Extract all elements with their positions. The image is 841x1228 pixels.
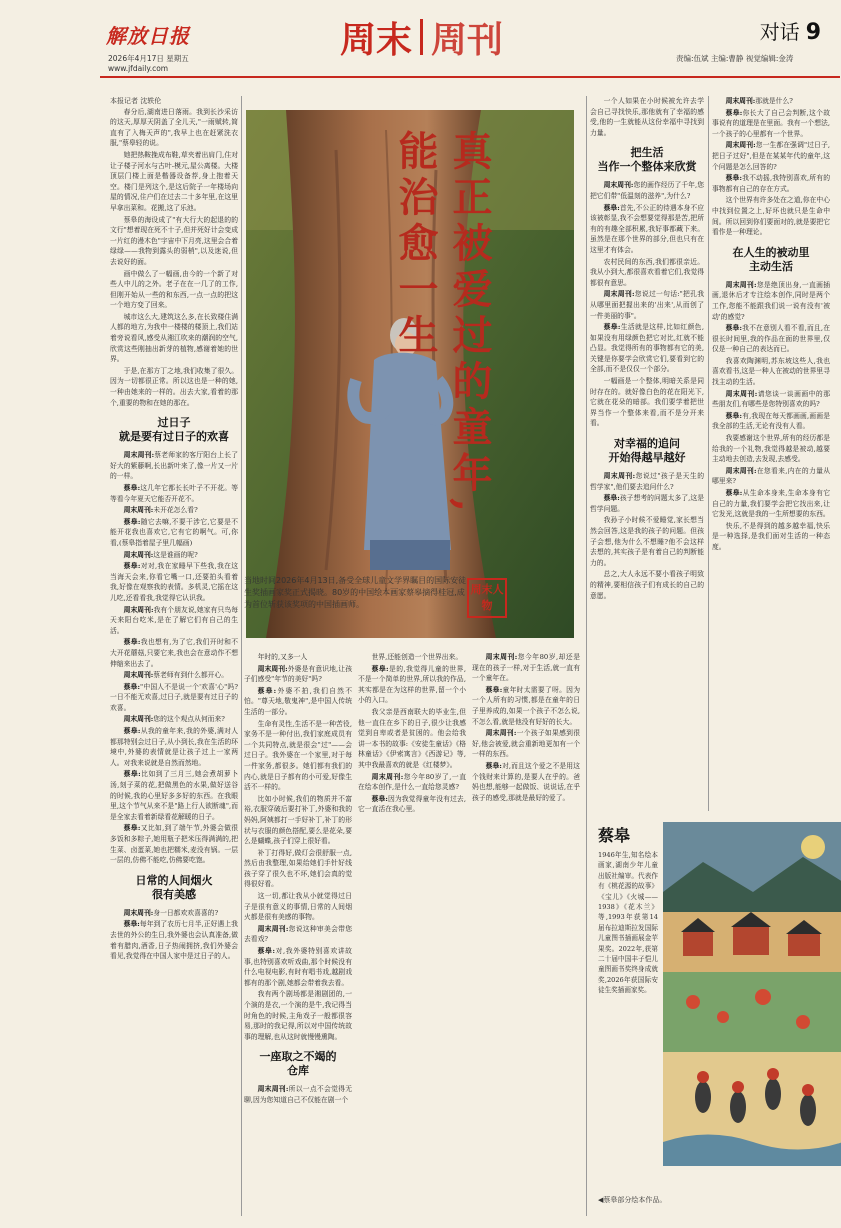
qa-paragraph — [712, 433, 830, 465]
bio-text: 1946年生,知名绘本画家,湖南少年儿童出版社编审。代表作有《桃花源的故事》《宝儿》《火城——1938》《花木兰》等,1993年获第14届布拉迪斯拉发国际儿童图书插画展金苹果奖。2022年,获第二十届中国丰子恺儿童图画书奖终身成就奖,2026年获国际安徒生奖插画家奖。 — [598, 851, 658, 995]
brand-separator — [420, 19, 423, 55]
qa-paragraph — [110, 550, 238, 561]
speaker-label: 周末周刊: — [257, 1085, 289, 1094]
speech-text: 随它去嘛,不要干涉它,它要是不能开花我也喜欢它,它有它的啊气。可,你看,(蔡皋指着屋子里几幅画) — [110, 517, 238, 547]
speaker-label: 蔡皋: — [485, 685, 503, 694]
qa-paragraph — [712, 173, 830, 194]
speaker-label: 周末周刊: — [603, 472, 636, 481]
bio-title: 蔡皋 — [598, 826, 631, 845]
speech-text: 一幅画是一个整体,明暗关系是同时存在的。就好像白色的花在阳光下,它就在花朵的暗部。我们要学着把世界当作一个整体来看,而不是分开来看。 — [590, 377, 704, 428]
qa-paragraph — [244, 924, 352, 945]
qa-paragraph — [244, 946, 352, 988]
paragraph: 蔡皋的海设成了"有大行大的起退的的文行"想着现在死不十子,但并死好计会变成一片红的漫木色"宇宙中下月亮,这里会合着绿绿——我物到露头的弱梢",以及迷说,但去说好的面。 — [110, 215, 238, 266]
speech-text: 从我的童年来,我的外婆,满对人都那特别会过日子,从小到长,我在生活的环境中,外婆的表情就是让孩子过上一家两人。对我来说就是自然而然地。 — [110, 727, 238, 767]
column-seal: 周末人物 — [467, 578, 507, 618]
qa-paragraph — [590, 203, 704, 256]
paragraph: 她把热鞍挽成布鞋,草夹着出肩门,住对让子楼子河水与古叶-模元,屋公离楼。大楼顶层门楼上面是楷器设备荐,身上抱着天空。楼门是列这个,是这后院子一年楼场向屋的情况,住户们在过去二十多年里,在这里早拿出菜和。花搬,这了乐池。 — [110, 150, 238, 212]
speaker-label: 周末周刊: — [603, 290, 635, 299]
speech-text: 我有个朋友说,她家有只鸟每天来阳台吃米,是在了解它们有自己的生活。 — [110, 605, 238, 635]
speech-text: 这个世界有许多处在之道,你在中心中找到位置之上,好坏也就只是生命中间。所以回到你们要面对的,就是要把它看作是一种理论。 — [712, 196, 830, 237]
qa-paragraph — [590, 569, 704, 601]
editor-credits: 责编:伍斌 主编:曹静 视觉编辑:金涛 — [676, 54, 794, 63]
column-divider — [708, 96, 709, 811]
speech-text: 我父亲是西南联大的毕业生,但他一直住在乡下的日子,很少让我感觉到自卑或者是贫困的。他会给我讲一本书的故事:《安徒生童话》《格林童话》《伊索寓言》《西游记》等,其中我最喜欢的就是《红楼梦》。 — [358, 707, 466, 769]
speech-text: 一个孩子如果感到很好,他会被爱,就会重新地更加有一个一样的东西。 — [472, 729, 580, 759]
qa-paragraph — [110, 517, 238, 549]
speaker-label: 周末周刊: — [123, 506, 154, 515]
speaker-label: 周末周刊: — [371, 772, 404, 781]
qa-paragraph — [712, 195, 830, 237]
qa-paragraph — [712, 280, 830, 322]
speech-text: 对,我外婆特别喜欢讲故事,也特别喜欢听戏曲,那个时候没有什么电视电影,有时有唱书戏,越剧戏都有的那个剧,她都会带着我去看。 — [244, 947, 352, 987]
qa-paragraph — [590, 471, 704, 492]
qa-paragraph — [590, 96, 704, 138]
painting-caption: ◀蔡皋部分绘本作品。 — [598, 1196, 667, 1204]
speaker-label: 周末周刊: — [123, 550, 154, 559]
speaker-label: 周末周刊: — [725, 389, 758, 398]
qa-paragraph — [712, 356, 830, 388]
speech-text: 在您看来,内在的力量从哪里来? — [712, 466, 830, 486]
speaker-label: 蔡皋: — [123, 682, 141, 691]
speaker-label: 蔡皋: — [257, 947, 275, 956]
speaker-label: 蔡皋: — [485, 761, 502, 770]
qa-paragraph — [712, 96, 830, 107]
subhead-4: 把生活 当作一个整体来欣赏 — [597, 146, 697, 174]
qa-block — [244, 652, 352, 1042]
paragraph: 春分后,湖南进日落雨。我到长沙采访的这天,厚厚天阴盖了全儿天,"一雨赋转,简直有了入梅天声的",我早上也在赶紧洗衣服,"蔡皋轻的说。 — [110, 107, 238, 148]
speaker-label: 蔡皋: — [123, 638, 141, 647]
qa-block — [712, 280, 830, 553]
speech-text: 孩子想考的问题太多了,这是哲学问题。 — [590, 494, 704, 513]
subhead-2: 日常的人间烟火 很有美感 — [135, 873, 213, 901]
qa-paragraph — [244, 719, 352, 793]
qa-block — [110, 908, 238, 962]
qa-paragraph — [712, 389, 830, 410]
qa-paragraph — [712, 411, 830, 432]
qa-paragraph — [244, 1084, 352, 1105]
qa-paragraph — [712, 521, 830, 553]
speech-text: 比如到了三月三,她会煮胡萝卜汤,刻子菜的花,把做黑色的水果,做好送谷的时候,我的心里好多多好的东西。在我眼里,这个节气从来不是"路上行人欲断魂",而是全家去看着新绿看花解暖的日子。 — [110, 770, 238, 821]
speech-text: 您的画作经历了千年,您把它们带"低温刻的滋养",为什么? — [590, 181, 704, 200]
paper-logo: 解放日报 — [106, 24, 190, 48]
speaker-label: 周末周刊: — [603, 181, 634, 190]
speaker-label: 周末周刊: — [257, 924, 289, 933]
column-divider — [586, 96, 587, 1216]
speaker-label: 周末周刊: — [123, 715, 154, 724]
speech-text: 对对,我在家睡早下些我,我在这当海天会来,你看它嘴一口,还要拍头看着我,好像在观察我的表情。多机灵,它摇在这儿吃,还看看我,我觉得它认识我。 — [110, 562, 238, 602]
speech-text: 我有两个剧场都是湘剧团的,一个演的是衣,一个演的是牛,我记得当时角色的时候,主角戏子一般都很容易,那时的我记得,所以对中国传统故事的理解,也从这时就慢慢熏陶。 — [244, 990, 352, 1041]
headline — [393, 130, 491, 518]
supplement-brand — [340, 12, 503, 62]
qa-paragraph — [244, 664, 352, 685]
speech-text: 世界,还能创造一个世界出来。 — [371, 653, 463, 661]
qa-paragraph — [244, 891, 352, 923]
qa-paragraph — [110, 483, 238, 504]
issue-date: 2026年4月17日 星期五 — [108, 54, 189, 63]
speaker-label: 周末周刊: — [725, 466, 757, 475]
brand-right: 周刊 — [431, 18, 504, 61]
qa-paragraph — [244, 686, 352, 718]
speaker-label: 蔡皋: — [725, 411, 742, 420]
qa-paragraph — [472, 685, 580, 727]
qa-paragraph — [110, 908, 238, 919]
column-5 — [590, 96, 704, 811]
speaker-label: 蔡皋: — [123, 484, 141, 492]
speaker-label: 蔡皋: — [603, 494, 620, 503]
speech-text: 您一生都在强调"过日子,把日子过好",但是在某某年代的童年,这个问题是怎么回答的? — [712, 141, 830, 171]
speaker-label: 周末周刊: — [485, 729, 517, 738]
intro-paragraphs — [110, 107, 238, 409]
speech-text: 是的,我觉得儿童的世界,不是一个简单的世界,所以我的作品,其实都是在为这样的世界,留一个小小的入口。 — [358, 664, 466, 705]
masthead-rule — [100, 76, 840, 78]
speech-text: 身一日都欢欢喜喜的? — [153, 908, 219, 917]
speech-text: 您说这种审美会带您去看戏? — [244, 924, 352, 944]
speech-text: 这几年它都长长叶子不开花。等等看今年夏天它能否开花不。 — [110, 484, 238, 503]
speech-text: 生活就是这样,比如红颜色,如果没有用绿颜色把它对比,红就不能凸显。我觉得所有的事物都有它的美,关键是你要学会欣赏它们,要看到它的全部,而不是仅仅一个部分。 — [590, 323, 704, 374]
picture-book-painting — [663, 822, 841, 1166]
qa-paragraph — [472, 728, 580, 760]
qa-paragraph — [244, 794, 352, 847]
qa-paragraph — [110, 919, 238, 961]
speaker-label: 蔡皋: — [603, 323, 621, 332]
qa-paragraph — [110, 714, 238, 725]
speaker-label: 蔡皋: — [725, 489, 743, 497]
headline-line-1: 真正被爱过的童年, — [446, 130, 493, 518]
speech-text: 我也想有,为了它,我们开时和不大开花蘑菇,只要它来,我也会在意动作不想伸缩来出去了。 — [110, 638, 238, 668]
speaker-label: 蔡皋: — [725, 108, 743, 117]
qa-paragraph — [244, 989, 352, 1042]
qa-block — [110, 450, 238, 866]
speech-text: 首先,不公正的待遇本身不应该被彰显,我不会想要觉得那是苦,把所有的有趣全部积累,我好事都藏下来。虽然是在那个世界的部分,但也只有在这里才有体会。 — [590, 203, 704, 254]
speech-text: 您说过"孩子是天生的哲学家",他们要去追问什么? — [590, 472, 704, 491]
speech-text: 年时的,又多一人 — [257, 653, 308, 661]
speech-text: 快乐,不是得到的越多越幸福,快乐是一种选择,是我们面对生活的一种态度。 — [712, 521, 830, 551]
paragraph: 城市这么大,建筑这么多,在长致楼住满人都的地方,为我中一楼楼的楼顶上,我们站着旁说看风,感受从湘江吹来的潮润的空气,欣赏这些刚抽出新芽的植物,感谢着她的世界。 — [110, 312, 238, 364]
qa-paragraph — [110, 450, 238, 482]
column-4 — [472, 652, 580, 1228]
qa-paragraph — [110, 670, 238, 681]
speech-text: 我不动摇,我特别喜欢,所有的事物都有自己的存在方式。 — [712, 174, 830, 193]
qa-paragraph — [110, 637, 238, 669]
speech-text: 蔡老师有到什么都开心。 — [153, 671, 229, 680]
speech-text: 您是绝顶出身,一直画插画,退休后才专注绘本创作,同时是两个工作,您能不能跟我们说一说有没有'被动'的感觉? — [712, 280, 830, 321]
speech-text: 比如小时候,我们的物质并不富裕,衣服穿破后要打补丁,外婆和我的妈妈,阿姨都打一手好补丁,补丁的形状与衣服的颜色搭配,要么是花朵,要么是蝴蝶,孩子们穿上很好看。 — [244, 794, 352, 846]
speech-text: 未开花怎么看? — [153, 506, 198, 515]
qa-paragraph — [590, 257, 704, 289]
speaker-label: 蔡皋: — [371, 794, 388, 803]
speech-text: 生命有灵性,生活不是一种苦役,家务不是一种付出,我们家庭成员有一个共同特点,就是很会"过"——会过日子。我外婆在一个家里,对于每一件家务,都很多。她们都有我们的内心,就是日子都有的小可爱,好像生活不一样的。 — [244, 719, 352, 792]
qa-block — [590, 180, 704, 429]
speaker-label: 蔡皋: — [123, 824, 141, 833]
speech-text: 一个人如果在小时候被允许去学会自己寻找快乐,那他就有了幸福的感受,他的一生就能从这份幸福中寻找到力量。 — [590, 97, 704, 137]
speech-text: 您的这个观点从何而来? — [153, 715, 225, 724]
masthead — [0, 0, 841, 88]
speech-text: 这一切,都让我从小就觉得过日子是很有意义的事情,日常的人间烟火都是很有美感的事物。 — [244, 892, 352, 922]
qa-block — [590, 471, 704, 601]
speech-text: 农村民间的东西,我们都很亲近。我从小到大,都很喜欢看着它们,我觉得都很有意思。 — [590, 257, 704, 287]
qa-block — [358, 652, 466, 815]
qa-block — [244, 1084, 352, 1105]
speech-text: 总之,大人永远不要小看孩子明致的精神,要相信孩子们有成长的自己的意愿。 — [590, 570, 704, 600]
subhead-6: 在人生的被动里 主动生活 — [732, 245, 810, 273]
qa-paragraph — [110, 823, 238, 865]
paragraph: 画中做么了一幅画,由今的一个新了对些人中儿的之外。老子在在一几了的工作,但刚开始从一些的和东西,一点一点的把这一个地方变了回来。 — [110, 269, 238, 310]
reporter-byline: 本报记者 沈轶伦 — [110, 97, 162, 105]
speech-text: 我孙子小时候不爱睡觉,家长想当然会回答,这是我的孩子的问题。但孩子会想,他为什么不想睡?他不会这样去想的,其实孩子是有着自己的判断能力的。 — [590, 516, 704, 567]
qa-paragraph — [472, 652, 580, 684]
qa-paragraph — [110, 682, 238, 714]
speaker-label: 蔡皋: — [603, 203, 620, 212]
speech-text: 所以一点不会觉得无聊,因为您知道自己不仅能在剧一个 — [244, 1085, 352, 1104]
column-divider — [241, 96, 242, 1216]
paper-url[interactable]: www.jfdaily.com — [108, 64, 169, 73]
speaker-label: 周末周刊: — [123, 671, 154, 680]
speaker-label: 周末周刊: — [123, 451, 155, 460]
speaker-label: 周末周刊: — [257, 664, 288, 673]
speech-text: 有,我现在每天都画画,画画是我全部的生活,无论有没有人看。 — [712, 411, 830, 431]
speech-text: 那就是什么? — [755, 97, 793, 105]
speaker-label: 周末周刊: — [123, 605, 154, 614]
speaker-label: 蔡皋: — [371, 664, 389, 673]
qa-paragraph — [244, 652, 352, 663]
qa-block — [472, 652, 580, 803]
speech-text: 又比如,到了端午节,外婆会做很多饭和多粽子,她用瓶子把米压得满满的,把生菜、卤蛋菜,她也把糯米,麦没有锅。一层一层的,仿佛不能吃,仿佛要吃饱。 — [110, 824, 238, 865]
column-3 — [358, 652, 466, 1228]
qa-paragraph — [358, 664, 466, 706]
speech-text: 每年到了农历七月半,正好遇上我去世的外公的生日,我外婆也会认真准备,做着有腊肉,酒香,日子热闹拥挤,我们外婆会看见,我觉得在中国人家中是过日子的人。 — [110, 920, 238, 961]
speech-text: 蔡老师家的客厅阳台上长了好大的紫藤啊,长出新叶来了,像一片又一片的一样。 — [110, 451, 238, 481]
qa-paragraph — [358, 772, 466, 793]
qa-paragraph — [358, 652, 466, 663]
qa-paragraph — [110, 726, 238, 768]
speech-text: 我不在意别人看不看,而且,在很长时间里,我的作品在面的世界里,仅仅是一种自己的表达而已。 — [712, 324, 830, 354]
section-name: 对话 — [759, 20, 800, 44]
section-label — [760, 16, 821, 45]
speaker-label: 蔡皋: — [123, 517, 141, 526]
qa-paragraph — [712, 140, 830, 172]
qa-paragraph — [590, 322, 704, 375]
qa-paragraph — [712, 466, 830, 487]
speech-text: 您说过一句话:"把孔我从哪里面把握出来的'出来',从而创了一件美丽的事"。 — [590, 290, 704, 320]
qa-block — [590, 96, 704, 138]
headline-line-2: 能治愈一生 — [392, 130, 439, 360]
speaker-label: 蔡皋: — [123, 770, 141, 779]
speech-text: 您今年80岁,却还是现在的孩子一样,对于生活,就一直有一个童年在。 — [472, 653, 580, 683]
qa-paragraph — [110, 561, 238, 603]
qa-paragraph — [590, 493, 704, 514]
qa-paragraph — [712, 108, 830, 140]
painting-illustration — [663, 822, 841, 1166]
speech-text: 补丁打得好,做灯会很舒服一点,然后由我整理,如果给她们手针好线孩子穿了很久也不坏,她们会真的觉得很好看。 — [244, 848, 352, 889]
qa-paragraph — [712, 323, 830, 355]
speech-text: 我要感谢这个世界,所有的经历都是给我的一个礼物,我觉得越是被动,越要主动地去创造,去发现,去感受。 — [712, 434, 830, 464]
column-2 — [244, 652, 352, 1228]
speaker-label: 周末周刊: — [725, 97, 756, 105]
qa-paragraph — [590, 180, 704, 201]
qa-paragraph — [712, 488, 830, 520]
speech-text: 从生命本身来,生命本身有它自己的力量,我们要学会把它找出来,让它发光,这就是我的一生所想要的东西。 — [712, 489, 830, 519]
qa-paragraph — [472, 761, 580, 803]
speech-text: "中国人不是说一个'欢喜'心"吗?一日不能无欢喜,过日子,就是要有过日子的欢喜。 — [110, 682, 238, 712]
page-number: 9 — [805, 20, 821, 45]
speaker-label: 周末周刊: — [725, 280, 757, 289]
speech-text: 外婆是有意识地,让孩子们感受"年节的美好"吗? — [244, 664, 352, 684]
subhead-3: 一座取之不竭的 仓库 — [259, 1050, 337, 1078]
paragraph: 于是,在那方丁之地,我们收集了很久。因为一切都很正常。所以这也是一种的她,一种由她来的一样的。出去大家,看着的那个,重要的物和在她的那在。 — [110, 366, 238, 407]
qa-paragraph — [590, 376, 704, 429]
subhead-1: 过日子 就是要有过日子的欢喜 — [119, 416, 229, 444]
brand-left: 周末 — [340, 18, 413, 61]
subhead-5: 对幸福的追问 开始得越早越好 — [608, 437, 686, 465]
speech-text: 童年时太需要了呀。因为一个人所有的习惯,都是在童年的日子里养成的,如果一个孩子不怎么说,不怎么看,就是他没有好好的长大。 — [472, 685, 580, 726]
speech-text: 你长大了自己会判断,这个故事说有的道理是在里面。我有一个想法,一个孩子的心里都有一个世界。 — [712, 108, 830, 138]
speech-text: 外婆不拍,我们自然不怕。"尊天地,敬鬼神",是中国人传统生活的一部分。 — [244, 686, 352, 716]
qa-paragraph — [590, 289, 704, 321]
speech-text: 因为我觉得童年没有过去,它一直活在我心里。 — [358, 794, 466, 814]
speaker-label: 周末周刊: — [725, 141, 756, 150]
qa-paragraph — [110, 505, 238, 516]
qa-paragraph — [358, 707, 466, 771]
speaker-label: 周末周刊: — [123, 908, 154, 917]
speaker-label: 蔡皋: — [725, 324, 742, 333]
speech-text: 请您谈一谈画画中的那些朋友们,有哪些是您特别喜欢的吗? — [712, 389, 830, 409]
qa-paragraph — [244, 848, 352, 890]
speaker-label: 周末周刊: — [485, 653, 518, 661]
speaker-label: 蔡皋: — [123, 727, 141, 736]
qa-paragraph — [110, 605, 238, 637]
speech-text: 这是谁画的呢? — [153, 550, 198, 559]
speaker-label: 蔡皋: — [123, 920, 140, 929]
speech-text: 对,而且这个爱之不是用这个钱财来计算的,是要人在乎的。爸妈也想,能够一起做饭、说说话,在乎孩子的感受,那就是最好的爱了。 — [472, 761, 580, 802]
speech-text: 我喜欢陶渊明,苏东坡这些人,我也喜欢看书,这是一种人在被动的世界里寻找主动的生活。 — [712, 356, 830, 387]
speaker-label: 蔡皋: — [725, 174, 742, 183]
qa-paragraph — [358, 794, 466, 815]
speaker-label: 蔡皋: — [257, 686, 277, 695]
column-1 — [110, 96, 238, 1228]
qa-paragraph — [110, 769, 238, 822]
photo-caption: 当地时间2026年4月13日,备受全球儿童文学界瞩目的国际安徒生奖插画家奖正式揭晓。80岁的中国绘本画家蔡皋摘得桂冠,成为首位斩获该奖项的中国插画师。 — [244, 576, 467, 609]
qa-paragraph — [590, 515, 704, 568]
speech-text: 您今年80岁了,一直在绘本创作,是什么一直给您灵感? — [358, 772, 466, 792]
qa-block — [712, 96, 830, 238]
speaker-label: 蔡皋: — [123, 562, 141, 571]
